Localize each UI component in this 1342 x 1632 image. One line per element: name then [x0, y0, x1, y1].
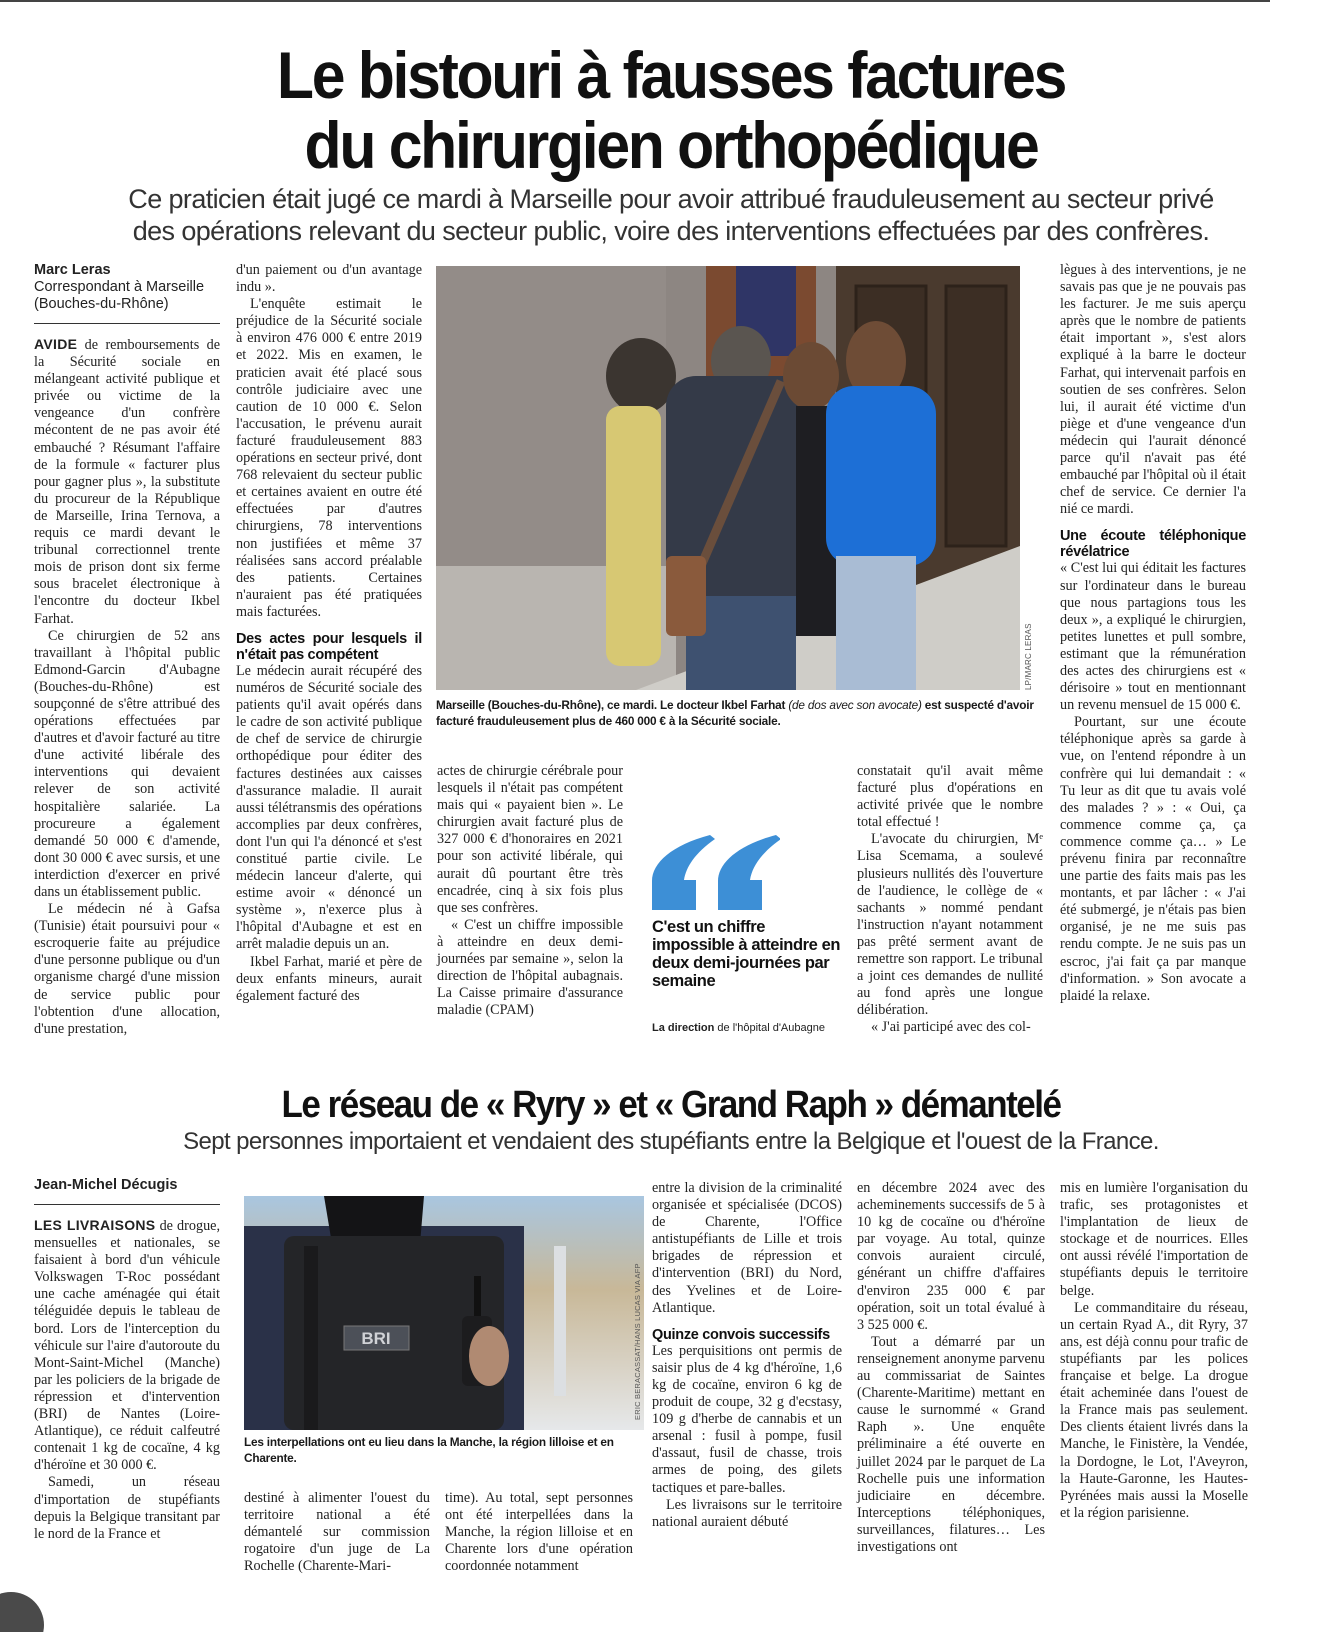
- paragraph: lègues à des interventions, je ne savais pas que je ne pouvais pas les facturer. Je me suis aperçu après que le nombre de patients était important », s'est alors expliqué à la barre le docteur Farhat, qui intervenait parfois en soutien de ses confrères. Selon lui, il aurait été victime d'un piège et d'une vengeance d'un médecin qui l'aurait dénoncé parce qu'il n'avait pas été embauché par l'hôpital où il était chef de service. Ce dernier l'a nié ce mardi.: [1060, 262, 1246, 518]
- subhead: Quinze convois successifs: [652, 1326, 830, 1343]
- attribution-bold: La direction: [652, 1022, 715, 1034]
- courthouse-photo: [436, 266, 1020, 690]
- dek-line-2: des opérations relevant du secteur public, voire des interventions effectuées par des confrères.: [132, 216, 1210, 246]
- top-rule: [0, 0, 1270, 2]
- paragraph: Les perquisitions ont permis de saisir plus de 4 kg d'héroïne, 1,6 kg de cocaïne, environ 6 kg de produit de coupe, 32 g d'ecstasy, 109 g d'herbe de cannabis et un arsenal : fusil à pompe, fusil d'assaut, fusil de chasse, trois armes de poing, des gilets tactiques et pare-balles.: [652, 1342, 842, 1496]
- article1-dek: [0, 183, 1342, 247]
- attribution-rest: de l'hôpital d'Aubagne: [714, 1022, 825, 1034]
- bri-officer-photo-illustration: [244, 1196, 644, 1430]
- bri-badge-text: BRI: [361, 1329, 391, 1348]
- caption-text-end: est suspecté d'avoir facturé frauduleusement plus de 460 000 € à la Sécurité sociale.: [436, 698, 1034, 728]
- paragraph: en décembre 2024 avec des acheminements successifs de 5 à 10 kg de cocaïne ou d'héroïne par voyage. Au total, quinze convois auraient circulé, générant un chiffre d'affaires d'environ 235 000 € par opération, soit un total évalué à 3 525 000 €.: [857, 1180, 1045, 1333]
- subhead: Une écoute téléphonique révélatrice: [1060, 528, 1246, 561]
- byline: [34, 262, 220, 313]
- paragraph: actes de chirurgie cérébrale pour lesquels il n'était pas compétent mais qui « payaient bien ». Le chirurgien avait facturé plus de 327 000 € d'honoraires en 2021 pour son activité libérale, qui aurait dû pourtant être très encadrée, cinq à six fois plus que ses confrères.: [437, 763, 623, 916]
- article2-column-6: [1060, 1180, 1248, 1522]
- paragraph: Le médecin né à Gafsa (Tunisie) était poursuivi pour « escroquerie faite au préjudice d'une personne publique ou d'un organisme chargé d'une mission de service public pour l'obtention d'une allocation, d'une prestation,: [34, 901, 220, 1037]
- courthouse-photo-illustration: [436, 266, 1020, 690]
- article1-column-5: [1060, 262, 1246, 1005]
- dek-line-1: Ce praticien était jugé ce mardi à Marseille pour avoir attribué frauduleusement au secteur privé: [128, 184, 1214, 214]
- paragraph-text: de drogue, mensuelles et nationales, se faisaient à bord d'un véhicule Volkswagen T-Roc possédant une cache aménagée qui était téléguidée depuis le tableau de bord. Lors de l'interception du véhicule sur l'aire d'autoroute du Mont-Saint-Michel (Manche) par les policiers de la brigade de répression et d'intervention (BRI) de Nantes (Loire-Atlantique), ce réduit calfeutré contenait 1 kg de cocaïne, 4 kg d'héroïne et 30 000 €.: [34, 1218, 221, 1474]
- byline: [34, 1177, 220, 1194]
- pull-quote: C'est un chiffre impossible à atteindre en deux demi-journées par semaine: [652, 918, 841, 990]
- article2-column-4: [652, 1180, 842, 1531]
- lead-word: AVIDE: [34, 336, 78, 352]
- article2-column-5: [857, 1180, 1045, 1556]
- headline-line-2: du chirurgien orthopédique: [304, 108, 1038, 182]
- paragraph: destiné à alimenter l'ouest du territoire national a été démantelé sur commission rogatoire d'un juge de La Rochelle (Charente-Mari-: [244, 1490, 430, 1575]
- article1-column-1: [34, 262, 220, 1038]
- article1-column-4: [857, 763, 1043, 1037]
- paragraph: d'un paiement ou d'un avantage indu ».: [236, 262, 422, 296]
- byline-location: (Bouches-du-Rhône): [34, 296, 169, 312]
- byline-author: Jean-Michel Décugis: [34, 1177, 178, 1193]
- photo-caption: Les interpellations ont eu lieu dans la Manche, la région lilloise et en Charente.: [244, 1435, 614, 1465]
- paragraph: Tout a démarré par un renseignement anonyme parvenu au commissariat de Saintes (Charente-Maritime) mettant en cause le surnommé « Grand Raph ». Une enquête préliminaire a été ouverte en juillet 2024 par le parquet de La Rochelle puis une information judiciaire en décembre. Interceptions téléphoniques, surveillances, filatures… Les investigations ont: [857, 1333, 1045, 1555]
- paragraph: Le commanditaire du réseau, un certain Ryad A., dit Ryry, 37 ans, est déjà connu pour trafic de stupéfiants par les polices française et belge. La drogue était acheminée dans l'ouest de la France mais pas seulement. Des clients étaient livrés dans la Manche, le Finistère, la Vendée, la Dordogne, le Lot, l'Aveyron, la Haute-Garonne, les Hautes-Pyrénées mais aussi la Moselle et la région parisienne.: [1060, 1299, 1248, 1521]
- paragraph: constatait qu'il avait même facturé plus d'opérations en activité privée que le nombre total effectué !: [857, 763, 1043, 831]
- article2-column-2: [244, 1490, 430, 1575]
- headline-line-1: Le bistouri à fausses factures: [276, 38, 1066, 112]
- paragraph: entre la division de la criminalité organisée et spécialisée (DCOS) de Charente, l'Office antistupéfiants de Lille et trois brigades de répression et d'intervention (BRI) du Nord, des Yvelines et de Loire-Atlantique.: [652, 1180, 842, 1316]
- paragraph: « J'ai participé avec des col-: [871, 1019, 1031, 1036]
- paragraph: « C'est un chiffre impossible à atteindre en deux demi-journées par semaine », selon la direction de l'hôpital aubagnais. La Caisse primaire d'assurance maladie (CPAM): [437, 916, 623, 1019]
- paragraph: L'enquête estimait le préjudice de la Sécurité sociale à environ 476 000 € entre 2019 et 2022. Mis en examen, le praticien avait été placé sous contrôle judiciaire avec une caution de 10 000 €. Selon l'accusation, le prévenu aurait facturé frauduleusement 883 opérations en secteur privé, dont 768 relevaient du secteur public et certaines avaient en outre été effectuées par d'autres chirurgiens, 78 interventions non justifiées et même 37 réalisées sans accord préalable des patients. Certaines n'auraient pas été pratiquées mais facturées.: [236, 296, 422, 620]
- lead-word: LES LIVRAISONS: [34, 1217, 156, 1233]
- article2-column-3: [445, 1490, 633, 1575]
- paragraph: Samedi, un réseau d'importation de stupéfiants depuis la Belgique transitant par le nord de la France et: [34, 1474, 220, 1542]
- photo-credit: LP/MARC LERAS: [1024, 623, 1033, 690]
- paragraph: L'avocate du chirurgien, Mᵉ Lisa Scemama, a soulevé plusieurs nullités dès l'ouverture de l'audience, le collège de « sachants » nommé pendant l'instruction n'ayant notamment pas prêté serment avant de remettre son rapport. Le tribunal a joint ces demandes de nullité au fond après une longue délibération.: [857, 831, 1043, 1019]
- paragraph: [34, 1217, 220, 1474]
- paragraph: mis en lumière l'organisation du trafic, ses protagonistes et l'implantation de lieux de stockage et de nourrices. Elles ont aussi révélé l'importation de stupéfiants depuis le territoire belge.: [1060, 1180, 1248, 1299]
- photo-credit: ERIC BERACASSAT/HANS LUCAS VIA AFP: [633, 1263, 642, 1420]
- page-tab: [0, 1592, 44, 1632]
- article1-column-2: [236, 262, 422, 1005]
- byline-author: Marc Leras: [34, 262, 111, 278]
- article2-headline: Le réseau de « Ryry » et « Grand Raph » démantelé: [281, 1084, 1061, 1126]
- bri-officer-photo: [244, 1196, 644, 1430]
- paragraph: Ce chirurgien de 52 ans travaillant à l'hôpital public Edmond-Garcin d'Aubagne (Bouches-du-Rhône) est soupçonné de s'être attribué des opérations effectuées par d'autres et d'avoir facturé au titre d'une activité libérale des interventions qui devaient relever de son activité hospitalière salariée. La procureure a également demandé 50 000 € d'amende, dont 30 000 € avec sursis, et une interdiction d'exercer en privé dans un établissement public.: [34, 627, 220, 900]
- quote-mark-icon: [650, 835, 780, 910]
- article1-headline: [54, 40, 1289, 180]
- paragraph: time). Au total, sept personnes ont été interpellées dans la Manche, la région lilloise et en Charente lors d'une opération coordonnée notamment: [445, 1490, 633, 1575]
- paragraph: Les livraisons sur le territoire national auraient débuté: [652, 1496, 842, 1530]
- paragraph: Le médecin aurait récupéré des numéros de Sécurité sociale des patients qu'il avait opérés dans le cadre de son activité publique de chef de service de chirurgie orthopédique pour éditer des factures destinées aux caisses d'assurance maladie. Il aurait aussi télétransmis des opérations accomplies par deux confrères, dont l'un qui l'a dénoncé et s'est constitué partie civile. Le médecin lanceur d'alerte, qui estime avoir « dénoncé un système », n'exerce plus à l'hôpital d'Aubagne et est en arrêt maladie depuis un an.: [236, 662, 422, 953]
- caption-italic: (de dos avec son avocate): [788, 698, 922, 712]
- article1-column-3: [437, 763, 623, 1019]
- photo-caption: [436, 697, 1036, 729]
- byline-role: Correspondant à Marseille: [34, 279, 205, 295]
- paragraph: Pourtant, sur une écoute téléphonique après sa garde à vue, on l'entend répondre à un confrère qui lui demandait : « Tu leur as dit que tu avais volé des malades ? » : « Oui, ça commence comme ça, ça commence comme ça… » Le prévenu finira par reconnaître une partie des faits mais pas les montants, et par lâcher : « J'ai été submergé, je n'étais pas bien organisé, je ne me suis pas rendu compte. Je ne suis pas un escroc, j'ai fait ça par manque d'information. » Son avocate a plaidé la relaxe.: [1060, 714, 1246, 1004]
- paragraph: [34, 336, 220, 628]
- paragraph: « C'est lui qui éditait les factures sur l'ordinateur dans le bureau que nous partagions tous les deux », a expliqué le chirurgien, petites lunettes et pull sombre, estimant que la rémunération des actes des chirurgiens est « dérisoire » tout en mentionnant un revenu mensuel de 15 000 €.: [1060, 560, 1246, 714]
- paragraph-text: de remboursements de la Sécurité sociale en mélangeant activité publique et privée ou victime de la vengeance d'un confrère mécontent de ne pas avoir été embauché ? Résumant l'affaire de la formule « facturer plus pour gagner plus », la substitute du procureur de la République de Marseille, Irina Ternova, a requis ce mardi devant le tribunal correctionnel trente mois de prison dont six ferme sous bracelet électronique à l'encontre du docteur Ikbel Farhat.: [34, 337, 221, 627]
- subhead: Des actes pour lesquels il n'était pas compétent: [236, 630, 422, 663]
- paragraph: Ikbel Farhat, marié et père de deux enfants mineurs, aurait également facturé des: [236, 953, 422, 1004]
- byline-divider: [34, 323, 220, 324]
- article2-column-1: [34, 1177, 220, 1543]
- article2-dek: Sept personnes importaient et vendaient des stupéfiants entre la Belgique et l'ouest de la France.: [183, 1128, 1159, 1155]
- byline-divider: [34, 1204, 220, 1205]
- caption-text: Marseille (Bouches-du-Rhône), ce mardi. Le docteur Ikbel Farhat: [436, 698, 789, 712]
- pull-quote-attribution: [652, 1022, 852, 1034]
